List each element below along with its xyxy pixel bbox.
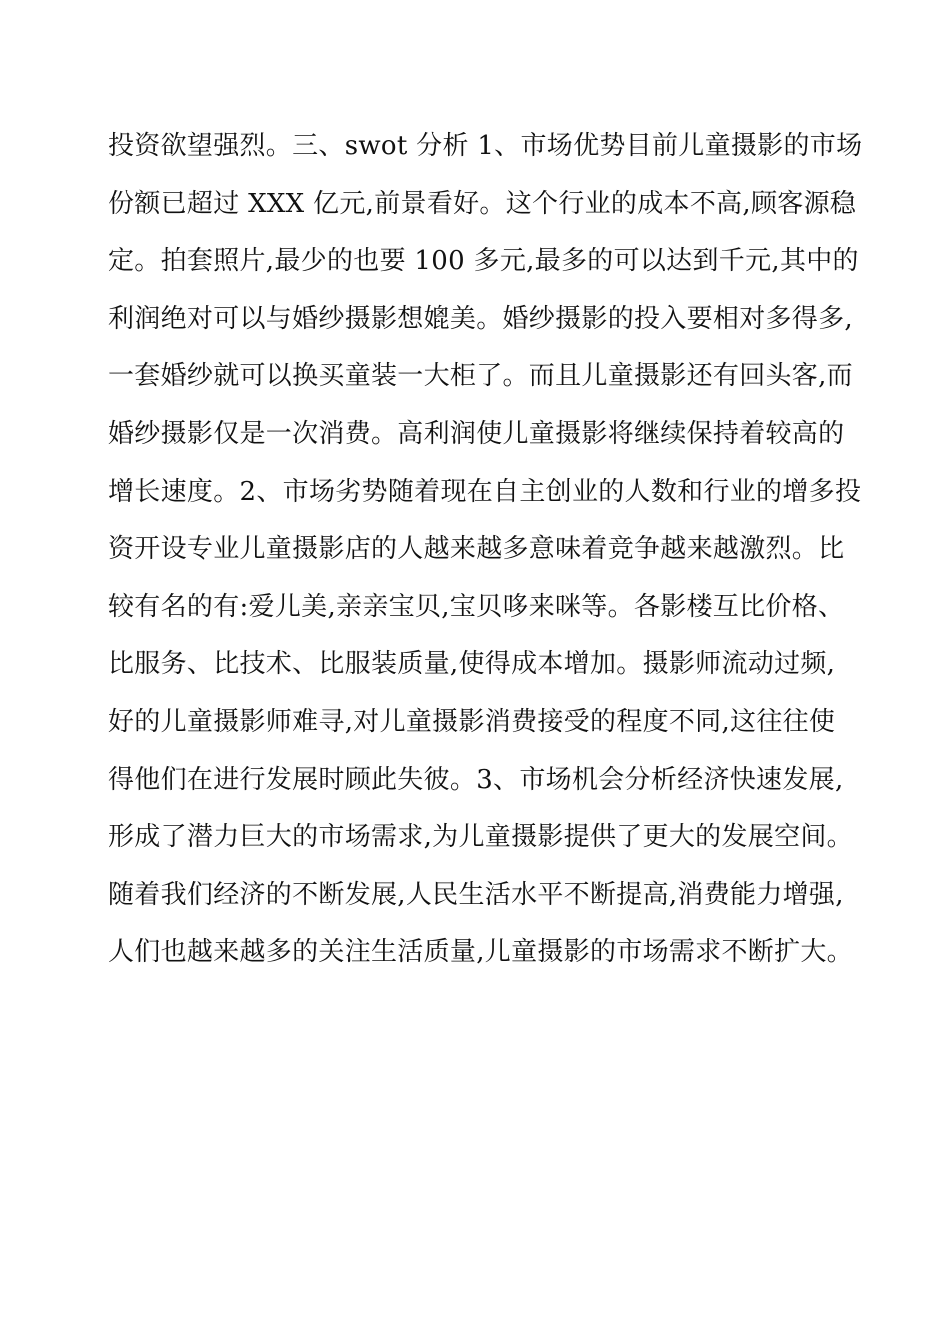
text-line: 比服务、比技术、比服装质量,使得成本增加。摄影师流动过频, [108, 649, 836, 680]
text-line: 得他们在进行发展时顾此失彼。3、市场机会分析经济快速发展, [108, 764, 844, 795]
text-line: 定。拍套照片,最少的也要 100 多元,最多的可以达到千元,其中的 [108, 246, 859, 277]
text-line: 份额已超过 XXX 亿元,前景看好。这个行业的成本不高,顾客源稳 [108, 188, 857, 219]
text-line: 好的儿童摄影师难寻,对儿童摄影消费接受的程度不同,这往往使 [108, 706, 836, 737]
text-line: 增长速度。2、市场劣势随着现在自主创业的人数和行业的增多投 [108, 476, 862, 507]
text-line: 随着我们经济的不断发展,人民生活水平不断提高,消费能力增强, [108, 879, 844, 910]
text-line: 婚纱摄影仅是一次消费。高利润使儿童摄影将继续保持着较高的 [108, 418, 845, 449]
text-line: 利润绝对可以与婚纱摄影想媲美。婚纱摄影的投入要相对多得多, [108, 303, 853, 334]
text-line: 较有名的有:爱儿美,亲亲宝贝,宝贝哆来咪等。各影楼互比价格、 [108, 591, 845, 622]
text-line: 资开设专业儿童摄影店的人越来越多意味着竞争越来越激烈。比 [108, 534, 845, 565]
text-line: 投资欲望强烈。三、swot 分析 1、市场优势目前儿童摄影的市场 [108, 131, 863, 161]
text-line: 一套婚纱就可以换买童装一大柜了。而且儿童摄影还有回头客,而 [108, 361, 853, 392]
text-line: 形成了潜力巨大的市场需求,为儿童摄影提供了更大的发展空间。 [108, 822, 853, 853]
body-text [108, 118, 863, 982]
text-line: 人们也越来越多的关注生活质量,儿童摄影的市场需求不断扩大。 [108, 937, 853, 968]
